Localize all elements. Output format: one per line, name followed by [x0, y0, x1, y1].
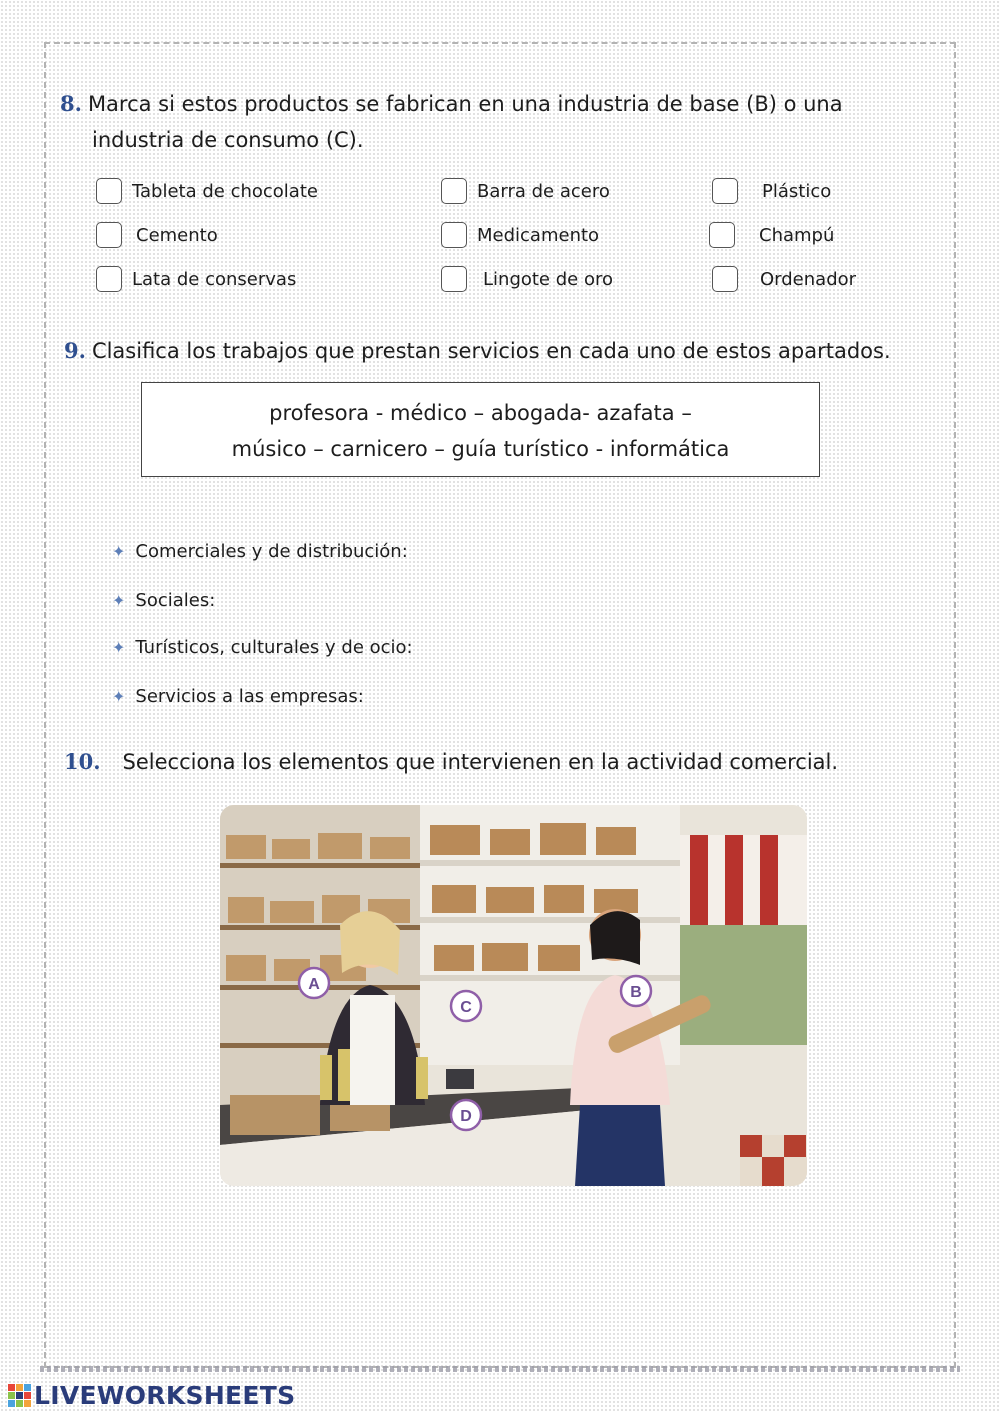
question-10-number: 10. [64, 749, 101, 774]
marker-d[interactable] [451, 1100, 481, 1130]
logo-text: LIVEWORKSHEETS [34, 1381, 296, 1410]
category-label: Turísticos, culturales y de ocio: [135, 636, 413, 658]
option-plastico[interactable] [712, 178, 831, 204]
checkbox[interactable] [96, 178, 122, 204]
answer-field[interactable] [423, 635, 753, 659]
category-sociales [112, 588, 555, 612]
category-label: Comerciales y de distribución: [135, 540, 408, 562]
option-champu[interactable] [709, 222, 834, 248]
category-label: Servicios a las empresas: [135, 685, 364, 707]
question-8-text-2: industria de consumo (C). [92, 128, 364, 152]
word-bank-line-2: músico – carnicero – guía turístico - informática [231, 437, 730, 461]
four-point-star-icon: ✦ [112, 590, 126, 610]
question-8-number: 8. [60, 91, 82, 116]
question-8-text-1: Marca si estos productos se fabrican en una industria de base (B) o una [87, 92, 843, 116]
option-label: Lata de conservas [132, 268, 297, 290]
marker-c-label: C [460, 999, 472, 1016]
marker-b-label: B [630, 984, 642, 1001]
category-label: Sociales: [135, 589, 216, 611]
marker-b[interactable] [621, 976, 651, 1006]
checkbox[interactable] [441, 178, 467, 204]
question-9-number: 9. [64, 338, 86, 363]
category-turisticos [112, 635, 753, 659]
category-servicios-empresas [112, 684, 704, 708]
four-point-star-icon: ✦ [112, 637, 126, 657]
marker-d-label: D [460, 1108, 472, 1125]
checkbox[interactable] [712, 178, 738, 204]
option-label: Plástico [762, 180, 832, 202]
four-point-star-icon: ✦ [112, 686, 126, 706]
answer-field[interactable] [418, 539, 748, 563]
question-9 [64, 333, 964, 369]
option-lingote-de-oro[interactable] [441, 266, 613, 292]
option-medicamento[interactable] [441, 222, 599, 248]
answer-field[interactable] [225, 588, 555, 612]
word-bank [141, 382, 820, 477]
word-bank-line-1: profesora - médico – abogada- azafata – [269, 401, 692, 425]
question-10-text: Selecciona los elementos que intervienen en la actividad comercial. [122, 750, 839, 774]
marker-a-label: A [308, 976, 320, 993]
shop-illustration [220, 805, 807, 1186]
answer-field[interactable] [374, 684, 704, 708]
option-label: Tableta de chocolate [132, 180, 318, 202]
option-label: Medicamento [477, 224, 600, 246]
shop-photo [220, 805, 807, 1186]
checkbox[interactable] [441, 266, 467, 292]
logo-mark-icon [8, 1384, 31, 1407]
option-tableta-de-chocolate[interactable] [96, 178, 318, 204]
option-label: Lingote de oro [483, 268, 613, 290]
option-label: Cemento [136, 224, 218, 246]
option-ordenador[interactable] [712, 266, 856, 292]
marker-c[interactable] [451, 991, 481, 1021]
option-label: Ordenador [760, 268, 857, 290]
category-comerciales [112, 539, 748, 563]
option-label: Champú [759, 224, 835, 246]
option-label: Barra de acero [477, 180, 610, 202]
option-barra-de-acero[interactable] [441, 178, 610, 204]
marker-a[interactable] [299, 968, 329, 998]
four-point-star-icon: ✦ [112, 541, 126, 561]
checkbox[interactable] [96, 222, 122, 248]
option-lata-de-conservas[interactable] [96, 266, 296, 292]
liveworksheets-logo[interactable] [8, 1381, 295, 1410]
checkbox[interactable] [712, 266, 738, 292]
checkbox[interactable] [709, 222, 735, 248]
checkbox[interactable] [441, 222, 467, 248]
question-10 [64, 744, 964, 780]
question-9-text: Clasifica los trabajos que prestan servicios en cada uno de estos apartados. [91, 339, 891, 363]
checkbox[interactable] [96, 266, 122, 292]
page-border-bottom [40, 1366, 960, 1372]
question-8 [60, 86, 920, 158]
question-8-line1 [60, 86, 920, 122]
option-cemento[interactable] [96, 222, 218, 248]
